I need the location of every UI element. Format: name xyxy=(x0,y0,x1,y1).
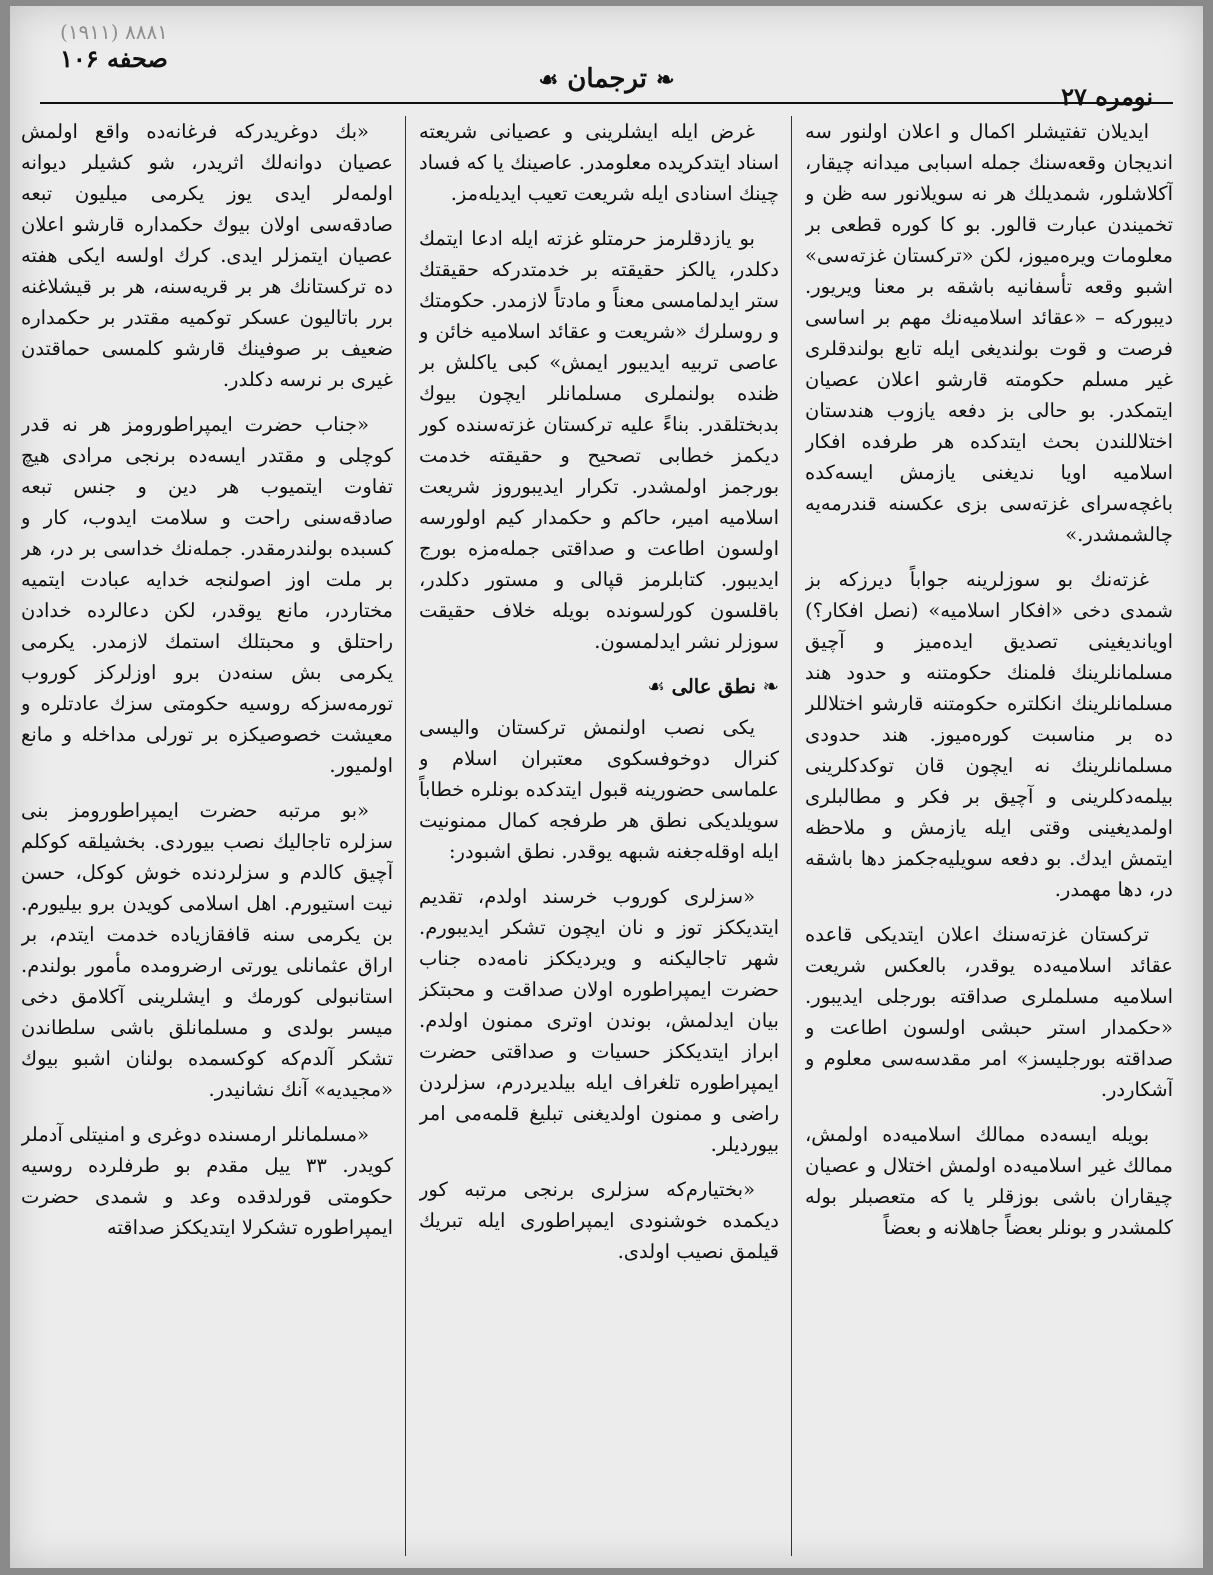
section-title: نطق عالی xyxy=(671,675,756,698)
column-left xyxy=(21,116,393,1556)
newspaper-title: ترجمان xyxy=(567,64,647,94)
column-middle xyxy=(419,116,779,1556)
paragraph: «بك دوغریدرکه فرغانه‌ده واقع اولمش عصیان دوانه‌لك اثریدر، شو کشیلر دیوانه اولمه‌لر ایدی یوز یکرمی میلیون تبعه صادقه‌سی اولان بیوك حکمداره قارشو اعلان عصیان ایتمزلر ایدی. کرك اولسه ایکی هفته ده ترکستانك هر بر قریه‌سنه، هر بر قیشلاغنه برر باتالیون عسکر توکمیه مقتدر بر حکمداره ضعیف بر صوفینك قارشو کلمسی حماقتدن غیری بر نرسه دکلدر. xyxy=(21,120,393,391)
paragraph: غزته‌نك بو سوزلرینه جواباً دیرزکه بز شمدی دخی «افکار اسلامیه» (نصل افکار؟) اویاندیغینی تصدیق ایده‌میز و آچیق مسلمانلرینك فلمنك حکومتنه و حدود هند مسلمانلرینك انکلتره حکومتنه قارشو اختلاللر ده بر مناسبت کوره‌میوز. هند حدودی مسلمانلرینك نه ایچون قان توکدکلرینی بیلمه‌دکلرینی و آچیق بر فکر و مطالبلری اولمدیغینی وقتی ایله یازمش و ملاحظه ایتمش ایدك. بو دفعه سویلیه‌جکمز دها باشقه در، دها مهمدر. xyxy=(805,568,1173,901)
columns xyxy=(21,116,1173,1556)
section-heading xyxy=(419,671,779,702)
ornament-icon: ☙ xyxy=(538,67,559,93)
column-rule xyxy=(791,116,792,1556)
paragraph: «جناب حضرت ایمپراطورومز هر نه قدر کوچلی و مقتدر ایسه‌ده برنجی مرادی هیچ تفاوت ایتمیوب هر دین و جنس تبعه صادقه‌سنی راحت و سلامت ایدوب، کار و کسبده بولندرمقدر. جمله‌نك خداسی بر در، هر بر ملت اوز اصولنجه خدایه عبادت ایتمیه مختاردر، مانع یوقدر، لکن دعالرده خدادن راحتلق و محبتلك استمك لازمدر. یکرمی یکرمی بش سنه‌دن برو اوزلرکز کوروب تورمه‌سزکه روسیه حکومتی سزك عادتلره و معیشت خصوصیکزه بر تورلی مداخله و مانع اولمیور. xyxy=(21,413,393,777)
paragraph: «سزلری کوروب خرسند اولدم، تقدیم ایتدیککز توز و نان ایچون تشکر ایدیبورم. شهر تاجالیکنه و ویردیککز نامه‌ده جناب حضرت ایمپراطوره اولان صداقت و محبتکز بیان ایدلمش، بوندن اوتری ممنون اولدم. ابراز ایتدیککز حسیات و صداقتی حضرت ایمپراطوره تلغراف ایله بیلدیردرم، سزلردن راضی و ممنون اولدیغنی تبلیغ قلمه‌می امر بیوردیلر. xyxy=(419,885,779,1156)
masthead xyxy=(40,64,1173,94)
column-rule xyxy=(405,116,406,1556)
paragraph: غرض ایله ایشلرینی و عصیانی شریعته اسناد ایتدکریده معلومدر. عاصینك یا که فساد چینك اسنادی ایله شریعت تعیب ایدیله‌مز. xyxy=(419,120,779,205)
page-header xyxy=(40,20,1173,111)
ornament-icon: ❧ xyxy=(656,67,675,93)
handwritten-note: ۸۸۸۱ (۱۹۱۱) xyxy=(60,20,168,44)
paragraph: یکی نصب اولنمش ترکستان والیسی کنرال دوخوفسکوی معتبران اسلام و علماسی حضورینه قبول ایتدکده بونلره خطاباً سویلدیکی نطق هر طرفجه کمال ممنونیت ایله اوقله‌جغنه شبهه یوقدر. نطق اشبودر: xyxy=(419,716,779,863)
paragraph: ترکستان غزته‌سنك اعلان ایتدیکی قاعده عقائد اسلامیه‌ده یوقدر، بالعکس شریعت اسلامیه مسلملری صداقته بورجلی ایدیبور. «حکمدار استر حبشی اولسون اطاعت و صداقته بورجلیسز» امر مقدسه‌سی معلوم و آشکاردر. xyxy=(805,923,1173,1101)
issue-number: نومره ۲۷ xyxy=(1061,82,1153,111)
paragraph: «مسلمانلر ارمسنده دوغری و امنیتلی آدملر کویدر. ۳۳ ییل مقدم بو طرفلرده روسیه حکومتی قورلدقده وعد و شمدی حضرت ایمپراطوره تشکرلا ایتدیککز صداقته xyxy=(21,1123,393,1239)
paragraph: ایدیلان تفتیشلر اکمال و اعلان اولنور سه اندیجان وقعه‌سنك جمله اسبابی میدانه چیقار، آکلاشلور، شمدیلك هر نه سویلانور سه ظن و تخمیندن عبارت قالور. بو کا کوره قطعی بر معلومات ویره‌میوز، لکن «ترکستان غزته‌سی» اشبو وقعه تأسفانیه باشقه بر معنا ویریور. دیبورکه – «عقائد اسلامیه‌نك مهم بر اساسی فرصت و قوت بولندیغی ایله تابع بولندقلری غیر مسلم حکومته قارشو اعلان عصیان ایتمکدر. بو حالی بز دفعه یازوب هندستان اختلاللندن بحث ایتدکده هر طرفده افکار اسلامیه اویا ندیغنی یازمش ایسه‌کده باغچه‌سرای غزته‌سی بزی عکسنه قندرمه‌یه چالشمشدر.» xyxy=(805,120,1173,546)
column-right xyxy=(805,116,1173,1556)
newspaper-page xyxy=(10,6,1203,1568)
paragraph: بو یازدقلرمز حرمتلو غزته ایله ادعا ایتمك دکلدر، یالکز حقیقته بر خدمتدرکه حقیقتك ستر ایدلمامسی معناً و مادتاً لازمدر. حکومتك و روسلرك «شریعت و عقائد اسلامیه خائن و عاصی تربیه ایدیبور ایمش» کبی یاکلش بر ظنده بولنملری مسلمانلر ایچون بیوك بدبختلقدر. بناءً علیه ترکستان غزته‌سنده کور دیکمز خطابی تصحیح و حقیقته خدمت بورجمز اولمشدر. تکرار ایدیبوروز شریعت اسلامیه امیر، حاکم و حکمدار کیم اولورسه اولسون اطاعت و صداقتی جمله‌مزه بورج ایدیبور. کتابلرمز قپالی و مستور دکلدر، باقلسون کورلسونده بویله خلاف حقیقت سوزلر نشر ایدلمسون. xyxy=(419,227,779,653)
ornament-icon: ☙ xyxy=(647,675,665,698)
paragraph: «بو مرتبه حضرت ایمپراطورومز بنی سزلره تاجالیك نصب بیوردی. بخشیلقه کوکلم آچیق کالدم و سزلردنده خوش کوکل، حسن نیت استیورم. اهل اسلامی کویدن برو بیلیورم. بن یکرمی سنه قافقازیاده خدمت ایتدم، بر اراق عثمانلی یورتی ارضرومده مأمور بولندم. استانبولی کورمك و ایشلرینی آکلامق دخی میسر بولدی و مسلمانلق باشی سلطاندن تشکر آلدم‌که کوکسمده بولنان اشبو بیوك «مجیدیه» آنك نشانیدر. xyxy=(21,799,393,1101)
page-number-label: صحفه ۱۰۶ xyxy=(60,44,168,73)
paragraph: بویله ایسه‌ده ممالك اسلامیه‌ده اولمش، ممالك غیر اسلامیه‌ده اولمش اختلال و عصیان چیقاران باشی بوزقلر یا که متعصبلر بوله کلمشدر و بونلر بعضاً جاهلانه و بعضاً xyxy=(805,1123,1173,1239)
paragraph: «بختیارم‌که سزلری برنجی مرتبه کور دیکمده خوشنودی ایمپراطوری ایله تبریك قیلمق نصیب اولدی. xyxy=(419,1178,779,1263)
ornament-icon: ❧ xyxy=(762,675,779,698)
